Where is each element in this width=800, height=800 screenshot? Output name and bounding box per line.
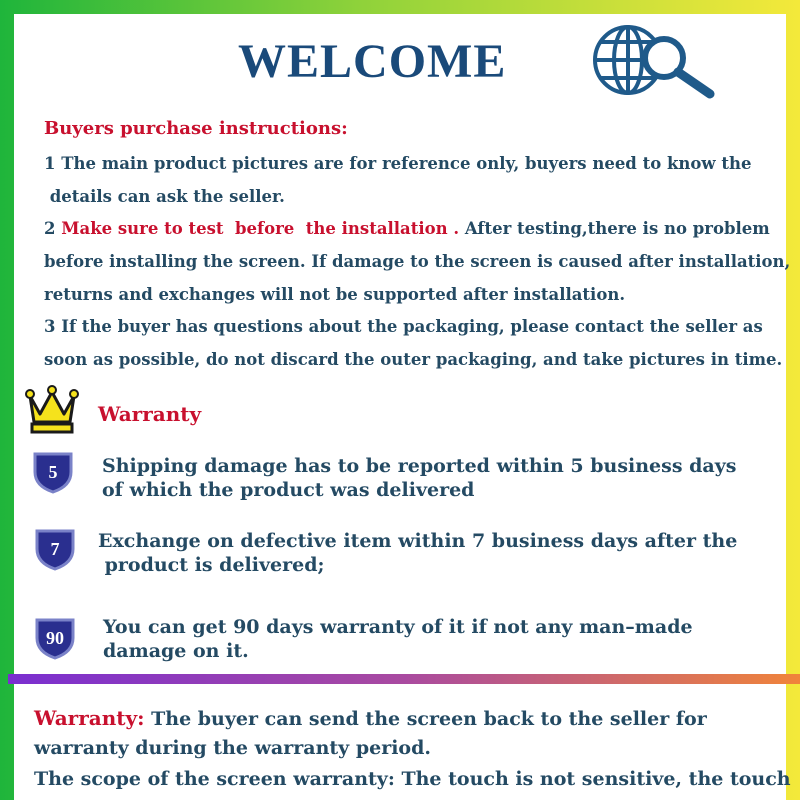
instruction-line: 1 The main product pictures are for reference only, buyers need to know the [44,154,752,173]
section-divider [8,674,800,684]
instruction-line: details can ask the seller. [44,187,285,206]
bottom-paragraph-line [34,706,707,730]
warranty-item-line: Shipping damage has to be reported within 5 business days [102,455,737,477]
warranty-item-line: of which the product was delivered [102,479,475,501]
bottom-paragraph-line: The scope of the screen warranty: The touch is not sensitive, the touch [34,768,791,790]
bottom-paragraph-line: warranty during the warranty period. [34,737,431,759]
instructions-heading: Buyers purchase instructions: [44,118,348,139]
instruction-text: After testing,there is no problem [459,219,770,238]
badge-number: 90 [46,627,64,648]
badge-number: 5 [48,461,58,482]
instruction-line: before installing the screen. If damage to the screen is caused after installation, [44,252,791,271]
warranty-item-line: You can get 90 days warranty of it if not any man–made [103,616,693,638]
crown-icon [24,384,80,436]
page-title: WELCOME [238,35,507,88]
bottom-text: The buyer can send the screen back to the seller for [144,708,707,730]
bottom-warranty-label: Warranty: [34,706,145,730]
warranty-title: Warranty [98,402,202,426]
shield-icon [31,450,75,494]
badge-number: 7 [50,538,60,559]
instruction-line: 3 If the buyer has questions about the packaging, please contact the seller as [44,317,763,336]
warranty-item-line: damage on it. [103,640,249,662]
instruction-highlight: Make sure to test before the installation . [61,219,460,238]
warranty-item-line: product is delivered; [98,554,325,576]
warranty-item-line: Exchange on defective item within 7 business days after the [98,530,738,552]
shield-icon [33,527,77,571]
instruction-line: returns and exchanges will not be supported after installation. [44,285,626,304]
instruction-number: 2 [44,219,62,238]
instruction-line: soon as possible, do not discard the outer packaging, and take pictures in time. [44,350,783,369]
shield-icon [33,616,77,660]
instruction-line [44,219,770,238]
globe-search-icon [592,22,718,100]
